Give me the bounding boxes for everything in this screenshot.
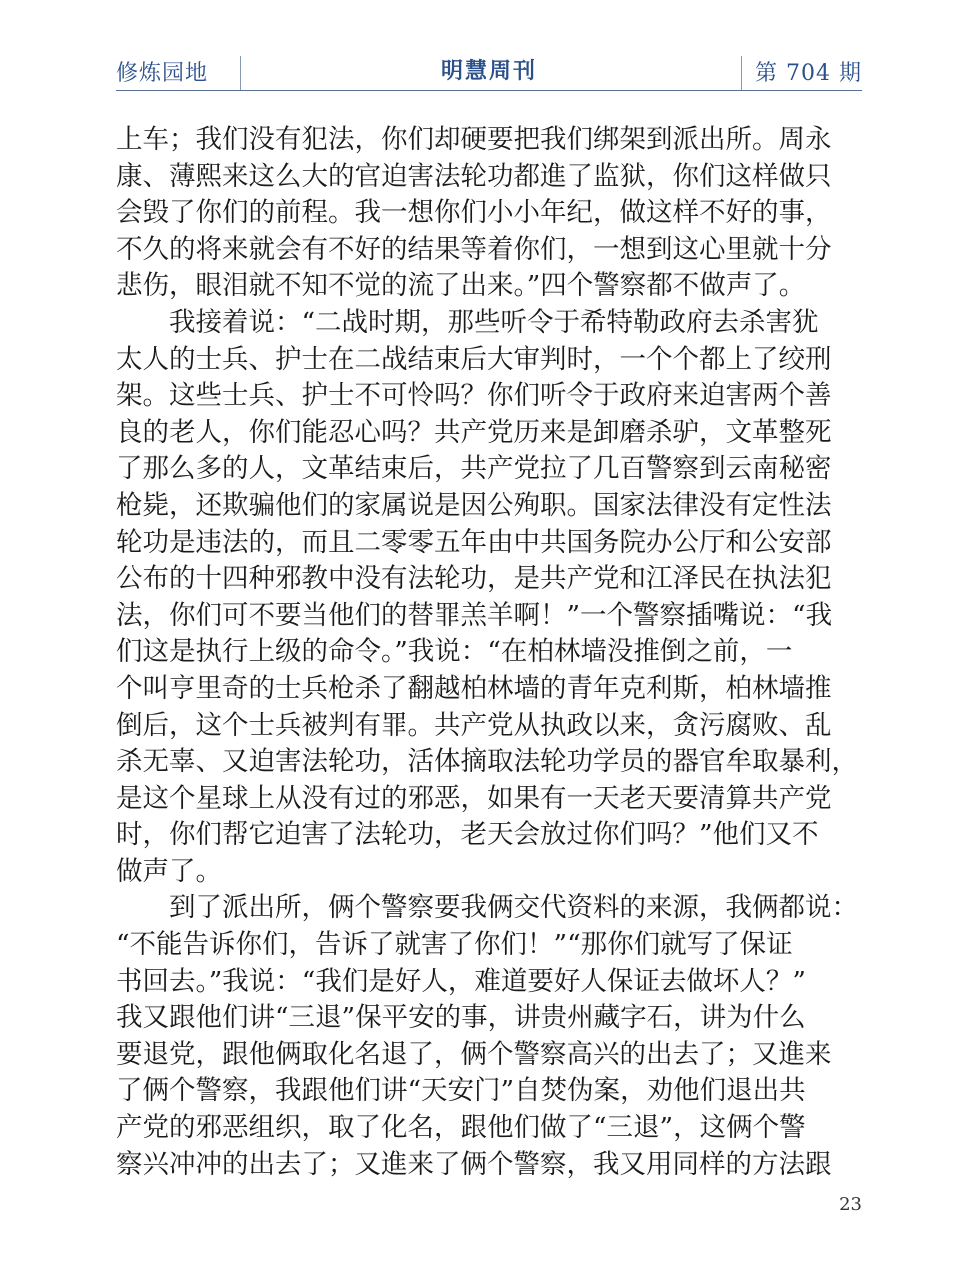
- body-line: 们这是执行上级的命令。”我说：“在柏林墙没推倒之前，一: [116, 636, 793, 668]
- body-line: 法，你们可不要当他们的替罪羔羊啊！”一个警察插嘴说：“我: [116, 599, 833, 631]
- paragraph-start-line: 我接着说：“二战时期，那些听令于希特勒政府去杀害犹: [169, 306, 819, 338]
- issue-number: 第 704 期: [755, 61, 862, 86]
- body-line: “不能告诉你们，告诉了就害了你们！”“那你们就写了保证: [116, 929, 793, 961]
- body-line: 上车；我们没有犯法，你们却硬要把我们绑架到派出所。周永: [116, 124, 832, 155]
- body-line: 良的老人，你们能忍心吗？共产党历来是卸磨杀驴，文革整死: [116, 416, 832, 448]
- header-divider-right: [741, 56, 742, 90]
- page-number: 23: [839, 1194, 862, 1215]
- publication-title: 明慧周刊: [440, 58, 537, 84]
- body-line: 个叫亨里奇的士兵枪杀了翻越柏林墙的青年克利斯，柏林墙推: [116, 672, 832, 704]
- body-line: 太人的士兵、护士在二战结束后大审判时，一个个都上了绞刑: [116, 343, 832, 375]
- section-title: 修炼园地: [116, 61, 209, 86]
- page-header: [116, 50, 862, 92]
- body-line: 不久的将来就会有不好的结果等着你们，一想到这心里就十分: [116, 233, 832, 265]
- body-line: 做声了。: [116, 855, 222, 887]
- body-line: 产党的邪恶组织，取了化名，跟他们做了“三退”，这俩个警: [116, 1112, 806, 1144]
- body-line: 了那么多的人，文革结束后，共产党拉了几百警察到云南秘密: [116, 453, 832, 485]
- header-rule: [116, 90, 862, 91]
- body-line: 是这个星球上从没有过的邪恶，如果有一天老天要清算共产党: [116, 782, 832, 814]
- paragraph-start-line: 到了派出所，俩个警察要我俩交代资料的来源，我俩都说：: [169, 892, 858, 924]
- body-line: 轮功是违法的，而且二零零五年由中共国务院办公厅和公安部: [116, 526, 832, 558]
- body-line: 康、薄熙来这么大的官迫害法轮功都進了监狱，你们这样做只: [116, 160, 832, 192]
- body-line: 我又跟他们讲“三退”保平安的事，讲贵州藏字石，讲为什么: [116, 1002, 806, 1034]
- body-line: 悲伤，眼泪就不知不觉的流了出来。”四个警察都不做声了。: [116, 270, 806, 302]
- body-line: 要退党，跟他俩取化名退了，俩个警察高兴的出去了；又進来: [116, 1038, 832, 1070]
- body-line: 杀无辜、又迫害法轮功，活体摘取法轮功学员的器官牟取暴利，: [116, 746, 858, 778]
- body-line: 倒后，这个士兵被判有罪。共产党从执政以来，贪污腐败、乱: [116, 709, 832, 741]
- body-line: 时，你们帮它迫害了法轮功，老天会放过你们吗？”他们又不: [116, 819, 819, 851]
- body-line: 架。这些士兵、护士不可怜吗？你们听令于政府来迫害两个善: [116, 380, 832, 412]
- body-line: 公布的十四种邪教中没有法轮功，是共产党和江泽民在执法犯: [116, 563, 832, 595]
- body-line: 察兴冲冲的出去了；又進来了俩个警察，我又用同样的方法跟: [116, 1148, 832, 1180]
- body-line: 了俩个警察，我跟他们讲“天安门”自焚伪案，劝他们退出共: [116, 1075, 806, 1107]
- article-body: [116, 122, 862, 1183]
- body-line: 枪毙，还欺骗他们的家属说是因公殉职。国家法律没有定性法: [116, 489, 832, 521]
- body-line: 会毁了你们的前程。我一想你们小小年纪，做这样不好的事，: [116, 197, 832, 229]
- body-line: 书回去。”我说：“我们是好人，难道要好人保证去做坏人？”: [116, 965, 806, 997]
